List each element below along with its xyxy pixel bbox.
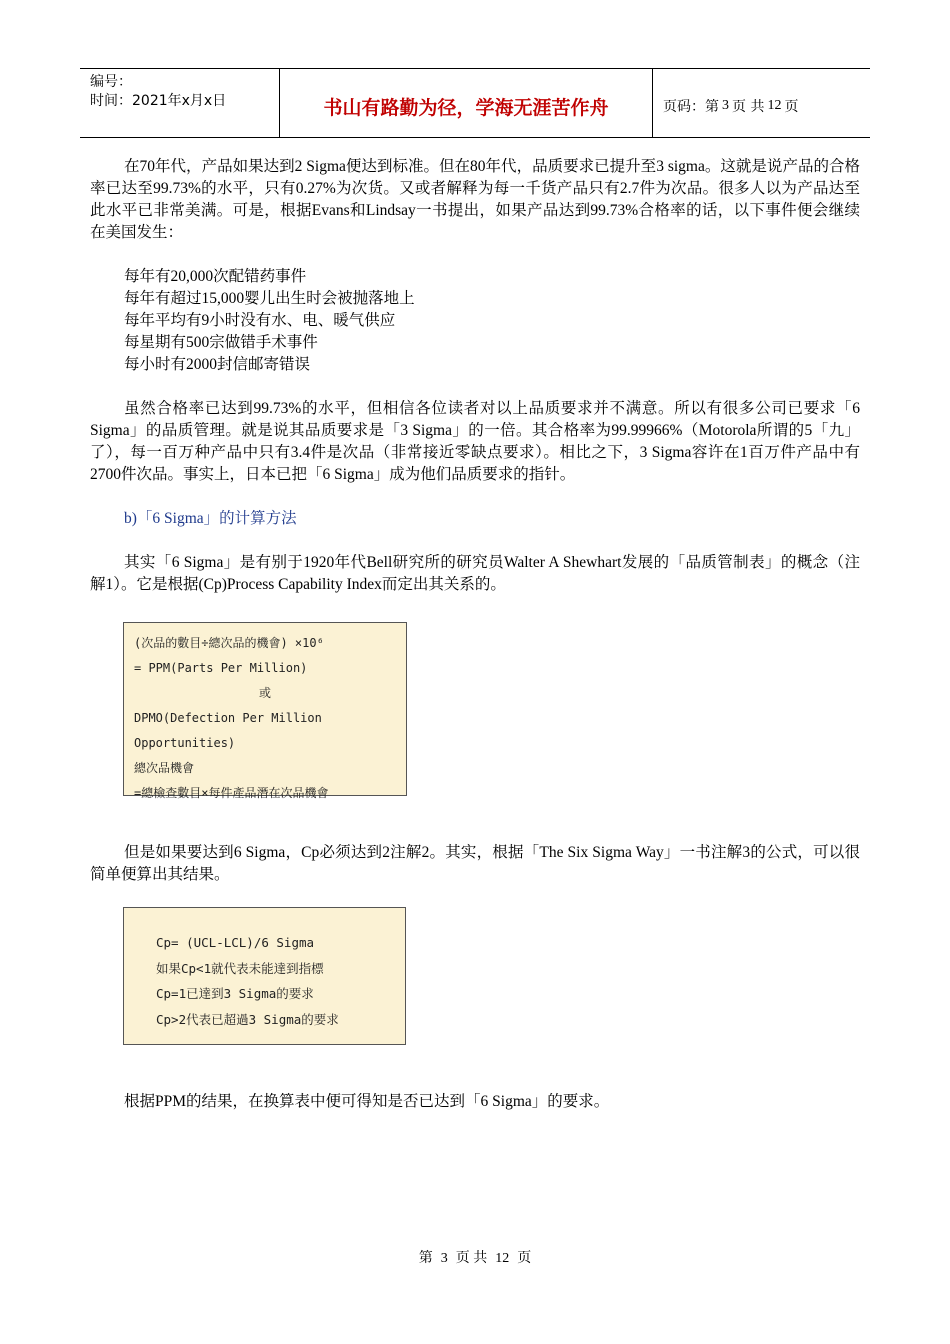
formula-line: 總次品機會 xyxy=(134,761,195,775)
footer-prefix: 第 xyxy=(418,1251,433,1266)
header-page-info xyxy=(653,69,870,137)
page-total: 12 xyxy=(767,98,782,113)
header-motto: 书山有路勤为径，学海无涯苦作舟 xyxy=(280,69,653,137)
formula-line: Cp>2代表已超過3 Sigma的要求 xyxy=(156,1011,339,1027)
date-label: 时间：2021年x月x日 xyxy=(90,93,227,109)
cp-formula-box xyxy=(123,907,406,1045)
formula-line: =總檢查數目×每件產品潛在次品機會 xyxy=(134,786,329,800)
paragraph-3: 其实「6 Sigma」是有别于1920年代Bell研究所的研究员Walter A Shewhart发展的「品质管制表」的概念（注解1）。它是根据(Cp)Process Capability Index而定出其关系的。 xyxy=(90,554,860,593)
document-body-3 xyxy=(90,1091,860,1113)
ppm-formula-box xyxy=(123,622,407,800)
formula-line: 或 xyxy=(258,686,271,700)
header-meta xyxy=(80,69,280,137)
page-suffix: 页 xyxy=(784,99,799,115)
number-label: 编号： xyxy=(90,74,132,90)
list-item: 每年有超过15,000婴儿出生时会被抛落地上 xyxy=(124,290,415,307)
event-list xyxy=(90,266,860,376)
formula-line: (次品的數目÷總次品的機會) ×10⁶ xyxy=(134,636,324,650)
list-item: 每小时有2000封信邮寄错误 xyxy=(124,356,311,373)
formula-line: DPMO(Defection Per Million Opportunities) xyxy=(134,711,322,750)
formula-line: Cp=1已達到3 Sigma的要求 xyxy=(156,986,314,1001)
page-header xyxy=(80,68,870,138)
page-number: 3 xyxy=(722,98,729,113)
footer-mid: 页 共 xyxy=(455,1251,488,1266)
paragraph-5: 根据PPM的结果，在换算表中便可得知是否已达到「6 Sigma」的要求。 xyxy=(124,1093,610,1110)
document-body xyxy=(90,156,860,596)
paragraph-4: 但是如果要达到6 Sigma，Cp必须达到2注解2。其实，根据「The Six Sigma Way」一书注解3的公式，可以很简单便算出其结果。 xyxy=(90,844,860,883)
list-item: 每年有20,000次配错药事件 xyxy=(124,268,307,285)
list-item: 每年平均有9小时没有水、电、暖气供应 xyxy=(124,312,396,329)
formula-line: = PPM(Parts Per Million) xyxy=(134,661,308,675)
page-prefix: 页码：第 xyxy=(663,99,719,115)
footer-total: 12 xyxy=(495,1251,510,1266)
section-heading: b)「6 Sigma」的计算方法 xyxy=(124,510,297,527)
page-footer xyxy=(0,1247,950,1267)
formula-line: Cp= (UCL-LCL)/6 Sigma xyxy=(156,935,315,950)
paragraph-1: 在70年代，产品如果达到2 Sigma便达到标准。但在80年代，品质要求已提升至3 sigma。这就是说产品的合格率已达至99.73%的水平，只有0.27%为次货。又或者解释为每一千货产品只有2.7件为次品。很多人以为产品达至此水平已非常美满。可是，根据Evans和Lindsay一书提出，如果产品达到99.73%合格率的话，以下事件便会继续在美国发生： xyxy=(90,158,860,241)
formula-line: 如果Cp<1就代表未能達到指標 xyxy=(156,960,324,976)
paragraph-2: 虽然合格率已达到99.73%的水平，但相信各位读者对以上品质要求并不满意。所以有很多公司已要求「6 Sigma」的品质管理。就是说其品质要求是「3 Sigma」的一倍。其合格率为99.99966%（Motorola所谓的5「九」了），每一百万种产品中只有3.4件是次品（非常接近零缺点要求）。相比之下，3 Sigma容许在1百万件产品中有2700件次品。事实上，日本已把「6 Sigma」成为他们品质要求的指针。 xyxy=(90,400,860,483)
document-body-2 xyxy=(90,842,860,886)
footer-page: 3 xyxy=(440,1251,448,1266)
list-item: 每星期有500宗做错手术事件 xyxy=(124,334,318,351)
footer-suffix: 页 xyxy=(517,1251,532,1266)
page-mid: 页 共 xyxy=(732,99,765,115)
